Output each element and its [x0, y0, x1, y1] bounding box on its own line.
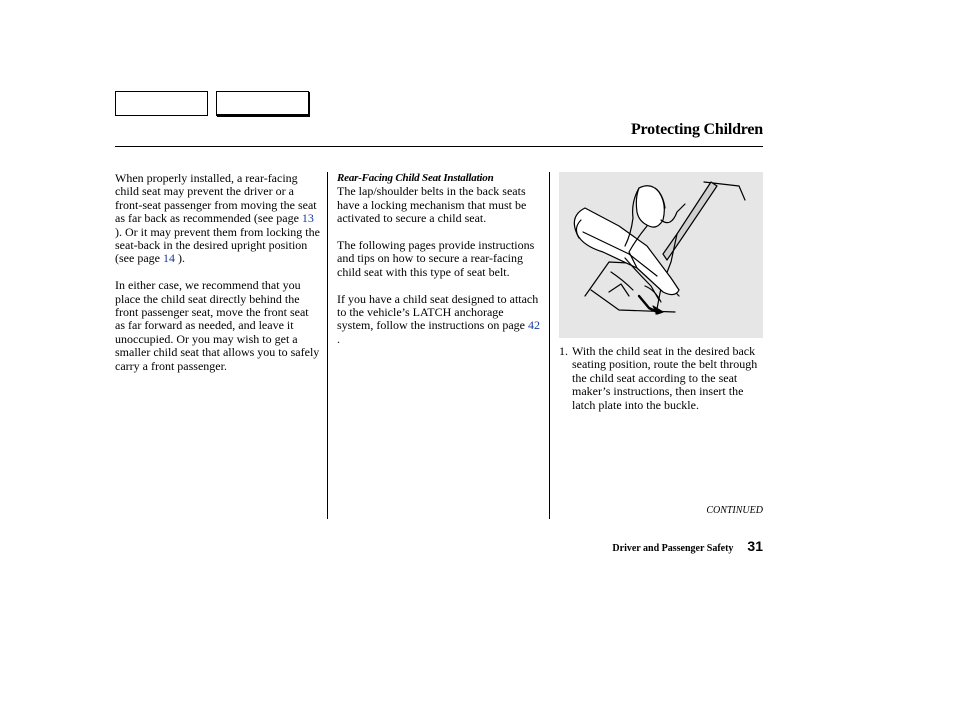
column-right: [559, 345, 764, 412]
paragraph-locking-mechanism: The lap/shoulder belts in the back seats have a locking mechanism that must be activated to secure a child seat.: [337, 184, 527, 226]
column-middle: [337, 172, 542, 346]
paragraph-recommendation: In either case, we recommend that you place the child seat directly behind the front passenger seat, move the front seat as far forward as needed, and leave it unoccupied. Or you may wish to get a smaller child seat that allows you to safely carry a front passenger.: [115, 278, 320, 373]
section-name: Driver and Passenger Safety: [612, 543, 734, 554]
column-left: [115, 172, 320, 373]
page-link-42[interactable]: 42: [527, 318, 540, 333]
page-title: Protecting Children: [630, 121, 763, 138]
page-link-13[interactable]: 13: [301, 211, 314, 226]
header-rule: [115, 146, 763, 147]
page-link-14[interactable]: 14: [162, 251, 175, 266]
paragraph-following-pages: The following pages provide instructions and tips on how to secure a rear-facing child seat with this type of seat belt.: [337, 238, 535, 279]
nav-tab-1[interactable]: [115, 91, 208, 116]
page-number: 31: [747, 538, 763, 554]
instruction-step-1: [559, 345, 764, 412]
nav-tab-2[interactable]: [216, 91, 309, 116]
step-number: 1.: [559, 344, 568, 358]
step-text: With the child seat in the desired back seating position, route the belt through the child seat according to the seat maker’s instructions, then insert the latch plate into the buckle.: [572, 344, 758, 412]
subheading: Rear-Facing Child Seat Installation: [337, 172, 494, 184]
paragraph-seat-position: When properly installed, a rear-facing child seat may prevent the driver or a front-seat passenger from moving the seat as far back as recommended (see page 13 ). Or it may prevent them from locking the seat-back in the desired upright position (see page 14 ).: [115, 171, 320, 266]
column-divider-2: [549, 172, 550, 519]
page-footer: [612, 538, 763, 554]
paragraph-latch: If you have a child seat designed to attach to the vehicle’s LATCH anchorage system, follow the instructions on page 42 .: [337, 291, 540, 346]
continued-label: CONTINUED: [706, 505, 763, 516]
column-divider-1: [327, 172, 328, 519]
child-seat-illustration: [559, 172, 763, 338]
